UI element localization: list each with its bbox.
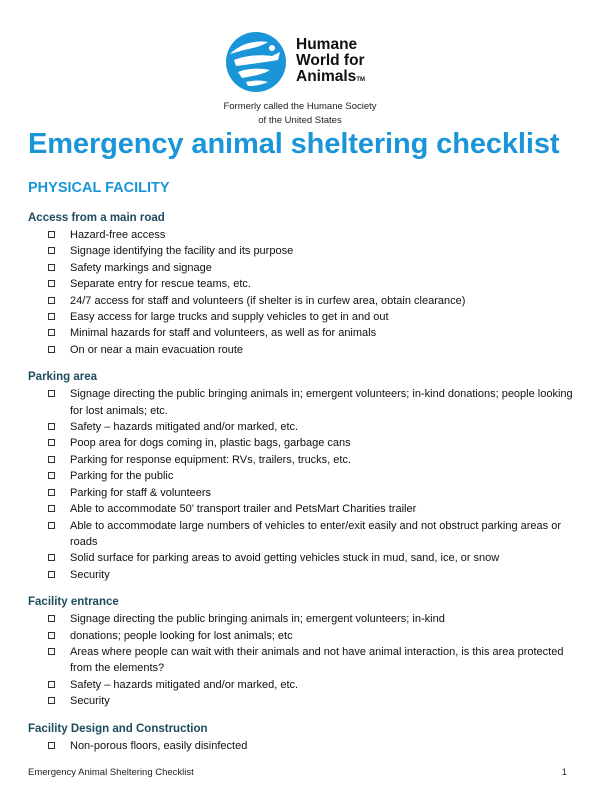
checklist-item-text: Safety markings and signage (70, 261, 212, 274)
checklist-item-text: Able to accommodate large numbers of vehicles to enter/exit easily and not obstruct parking areas or roads (70, 519, 561, 548)
checkbox-icon[interactable] (48, 264, 55, 271)
checkbox-icon[interactable] (48, 522, 55, 529)
checklist-item (28, 293, 573, 309)
checklist-item-text: On or near a main evacuation route (70, 343, 244, 356)
checklist-item (28, 386, 573, 419)
logo-line-3: AnimalsTM (296, 67, 365, 85)
checklist-item-text: Safety – hazards mitigated and/or marked, etc. (70, 678, 299, 691)
checklist-item-text: Able to accommodate 50’ transport trailer and PetsMart Charities trailer (70, 503, 417, 516)
checklist-group (28, 595, 573, 709)
checklist-item-text: Parking for staff & volunteers (70, 486, 212, 499)
checklist-item (28, 550, 573, 566)
checklist-item (28, 677, 573, 693)
checkbox-icon[interactable] (48, 423, 55, 430)
checklist-item (28, 501, 573, 517)
checkbox-icon[interactable] (48, 231, 55, 238)
checkbox-icon[interactable] (48, 346, 55, 353)
checklist-item (28, 518, 573, 551)
group-heading: Facility Design and Construction (28, 722, 208, 735)
checklist-item (28, 435, 573, 451)
checklist-item (28, 567, 573, 583)
checklist-item-text: Non-porous floors, easily disinfected (70, 739, 248, 752)
checklist-item (28, 644, 573, 677)
checklist-items (28, 738, 573, 754)
checklist-item-text: Parking for response equipment: RVs, trailers, trucks, etc. (70, 453, 352, 466)
trademark: TM (356, 76, 365, 83)
checklist-item (28, 325, 573, 341)
checkbox-icon[interactable] (48, 742, 55, 749)
checklist-item-text: Separate entry for rescue teams, etc. (70, 278, 251, 291)
checklist-items (28, 227, 573, 358)
checklist-items (28, 611, 573, 709)
group-heading: Facility entrance (28, 596, 119, 609)
checklist-item-text: Parking for the public (70, 470, 174, 483)
checklist-item (28, 628, 573, 644)
checklist-item-text: Signage identifying the facility and its purpose (70, 245, 294, 258)
group-heading: Access from a main road (28, 212, 165, 224)
checklist-group (28, 722, 573, 754)
checkbox-icon[interactable] (48, 456, 55, 463)
checkbox-icon[interactable] (48, 313, 55, 320)
checklist-item (28, 309, 573, 325)
checkbox-icon[interactable] (48, 554, 55, 561)
checklist-item (28, 227, 573, 243)
checklist-item-text: donations; people looking for lost animals; etc (70, 629, 293, 642)
checklist-item-text: Signage directing the public bringing animals in; emergent volunteers; in-kind donations; people looking for lost animals; etc. (70, 388, 573, 417)
checklist-item-text: Safety – hazards mitigated and/or marked, etc. (70, 421, 299, 434)
logo-wordmark (296, 37, 365, 88)
checklist-item-text: Easy access for large trucks and supply vehicles to get in and out (70, 311, 389, 324)
checklist-item (28, 243, 573, 259)
checklist-item (28, 468, 573, 484)
checklist-item-text: Security (70, 568, 110, 581)
animals-globe-icon (224, 30, 288, 94)
checkbox-icon[interactable] (48, 681, 55, 688)
checklist-group (28, 370, 573, 583)
logo-line-2: World for (296, 51, 365, 69)
checklist (28, 211, 573, 766)
checkbox-icon[interactable] (48, 247, 55, 254)
checkbox-icon[interactable] (48, 648, 55, 655)
checklist-item (28, 419, 573, 435)
formerly-line-2: of the United States (258, 115, 342, 126)
checklist-item-text: Hazard-free access (70, 229, 166, 241)
checklist-item (28, 611, 573, 627)
checklist-item (28, 738, 573, 754)
checkbox-icon[interactable] (48, 329, 55, 336)
checklist-item-text: Security (70, 695, 110, 708)
checklist-item-text: Solid surface for parking areas to avoid getting vehicles stuck in mud, sand, ice, or snow (70, 552, 500, 565)
checklist-item (28, 452, 573, 468)
checklist-item-text: 24/7 access for staff and volunteers (if shelter is in curfew area, obtain clearance) (70, 294, 466, 307)
footer-text: Emergency Animal Sheltering Checklist (28, 767, 194, 778)
checkbox-icon[interactable] (48, 615, 55, 622)
page-title: Emergency animal sheltering checklist (28, 128, 560, 160)
checklist-item (28, 276, 573, 292)
checklist-item (28, 485, 573, 501)
checklist-item (28, 342, 573, 358)
checkbox-icon[interactable] (48, 439, 55, 446)
checkbox-icon[interactable] (48, 390, 55, 397)
checkbox-icon[interactable] (48, 632, 55, 639)
section-title: PHYSICAL FACILITY (28, 180, 170, 196)
checklist-item (28, 693, 573, 709)
checkbox-icon[interactable] (48, 472, 55, 479)
checkbox-icon[interactable] (48, 489, 55, 496)
group-heading: Parking area (28, 371, 98, 384)
logo-line-1: Humane (296, 35, 358, 53)
checkbox-icon[interactable] (48, 280, 55, 287)
checkbox-icon[interactable] (48, 297, 55, 304)
checkbox-icon[interactable] (48, 505, 55, 512)
checkbox-icon[interactable] (48, 571, 55, 578)
checklist-items (28, 386, 573, 583)
logo (224, 30, 365, 94)
checkbox-icon[interactable] (48, 697, 55, 704)
formerly-note (0, 100, 600, 128)
checklist-item (28, 260, 573, 276)
formerly-line-1: Formerly called the Humane Society (223, 101, 377, 112)
page-number: 1 (561, 767, 567, 778)
checklist-item-text: Signage directing the public bringing animals in; emergent volunteers; in-kind (70, 613, 445, 626)
checklist-item-text: Minimal hazards for staff and volunteers, as well as for animals (70, 327, 377, 340)
checklist-group (28, 211, 573, 358)
checklist-item-text: Areas where people can wait with their animals and not have animal interaction, is this area protected from the elements? (70, 645, 564, 675)
checklist-item-text: Poop area for dogs coming in, plastic bags, garbage cans (70, 437, 351, 450)
